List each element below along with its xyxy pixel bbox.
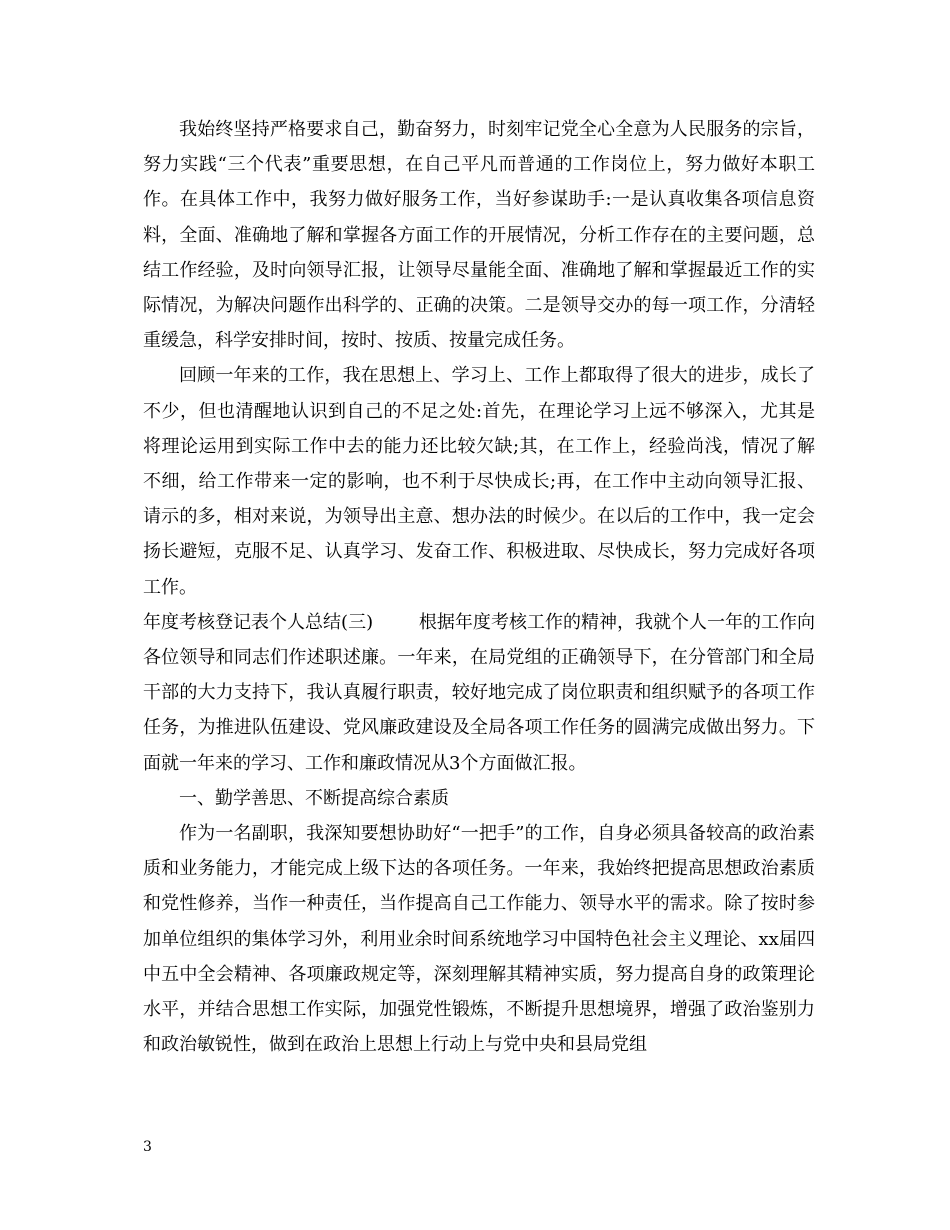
section-summary-three xyxy=(143,605,815,781)
section-intro: 根据年度考核工作的精神，我就个人一年的工作向各位领导和同志们作述职述廉。一年来，在局党组的正确领导下，在分管部门和全局干部的大力支持下，我认真履行职责，较好地完成了岗位职责和组织赋予的各项工作任务，为推进队伍建设、党风廉政建设及全局各项工作任务的圆满完成做出努力。下面就一年来的学习、工作和廉政情况从3个方面做汇报。 xyxy=(143,611,816,774)
paragraph-year-review: 回顾一年来的工作，我在思想上、学习上、工作上都取得了很大的进步，成长了不少，但也清醒地认识到自己的不足之处:首先，在理论学习上远不够深入，尤其是将理论运用到实际工作中去的能力还比较欠缺;其，在工作上，经验尚浅，情况了解不细，给工作带来一定的影响，也不利于尽快成长;再，在工作中主动向领导汇报、请示的多，相对来说，为领导出主意、想办法的时候少。在以后的工作中，我一定会扬长避短，克服不足、认真学习、发奋工作、积极进取、尽快成长，努力完成好各项工作。 xyxy=(143,365,815,598)
subheading-study: 一、勤学善思、不断提高综合素质 xyxy=(179,787,449,809)
section-heading: 年度考核登记表个人总结(三) xyxy=(143,611,374,633)
document-body xyxy=(143,112,815,1062)
page-number: 3 xyxy=(143,1139,152,1155)
heading-gap xyxy=(373,612,419,633)
paragraph-deputy-role: 作为一名副职，我深知要想协助好“一把手”的工作，自身必须具备较高的政治素质和业务能力，才能完成上级下达的各项任务。一年来，我始终把提高思想政治素质和党性修养，当作一种责任，当作提高自己工作能力、领导水平的需求。除了按时参加单位组织的集体学习外，利用业余时间系统地学习中国特色社会主义理论、xx届四中五中全会精神、各项廉政规定等，深刻理解其精神实质，努力提高自身的政策理论水平，并结合思想工作实际，加强党性锻炼，不断提升思想境界，增强了政治鉴别力和政治敏锐性，做到在政治上思想上行动上与党中央和县局党组 xyxy=(143,823,815,1056)
paragraph-self-discipline: 我始终坚持严格要求自己，勤奋努力，时刻牢记党全心全意为人民服务的宗旨，努力实践“三个代表”重要思想，在自己平凡而普通的工作岗位上，努力做好本职工作。在具体工作中，我努力做好服务工作，当好参谋助手:一是认真收集各项信息资料，全面、准确地了解和掌握各方面工作的开展情况，分析工作存在的主要问题，总结工作经验，及时向领导汇报，让领导尽量能全面、准确地了解和掌握最近工作的实际情况，为解决问题作出科学的、正确的决策。二是领导交办的每一项工作，分清轻重缓急，科学安排时间，按时、按质、按量完成任务。 xyxy=(143,119,815,352)
